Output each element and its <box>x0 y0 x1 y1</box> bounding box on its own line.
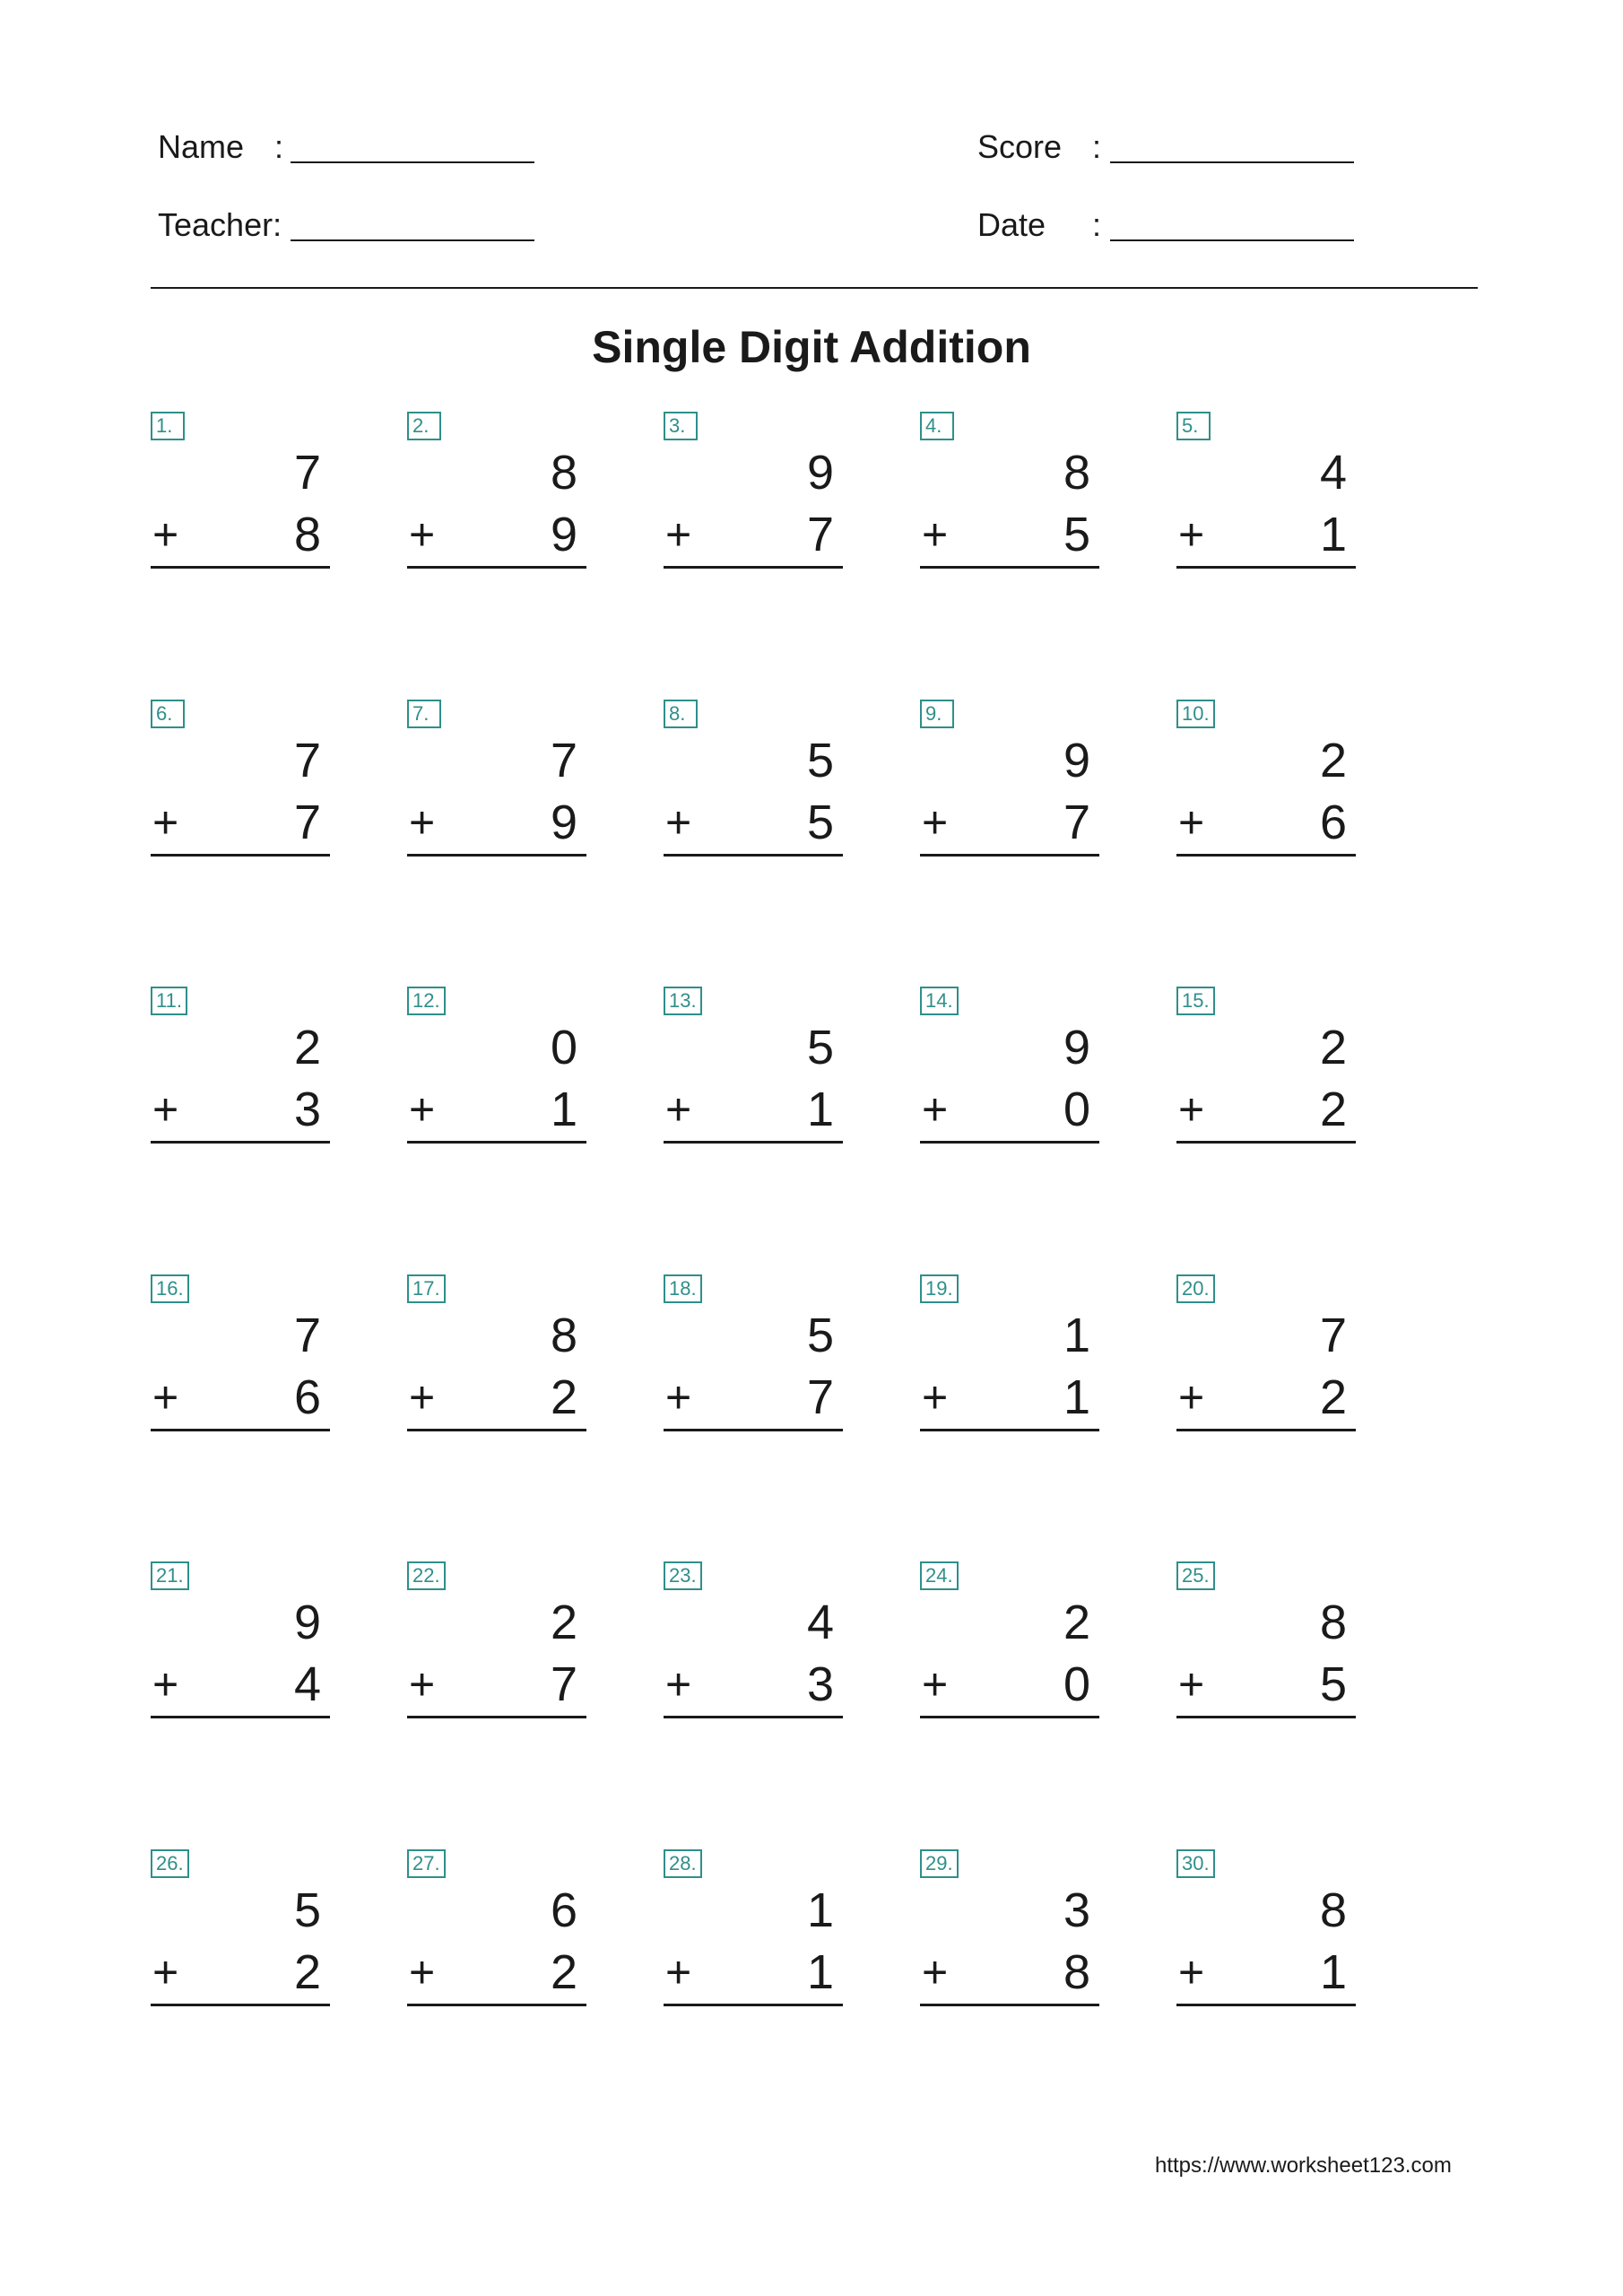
plus-sign: + <box>922 1947 949 1997</box>
first-addend: 7 <box>293 734 321 787</box>
answer-line[interactable] <box>151 1429 330 1431</box>
second-addend: 7 <box>806 508 834 561</box>
first-addend: 9 <box>1063 734 1090 787</box>
teacher-label: Teacher: <box>158 206 282 243</box>
problem-27 <box>407 1849 586 2011</box>
answer-line[interactable] <box>920 854 1099 857</box>
problem-number: 10. <box>1176 700 1215 728</box>
answer-line[interactable] <box>920 566 1099 569</box>
problem-3 <box>664 412 843 573</box>
score-label: Score <box>977 128 1063 165</box>
answer-line[interactable] <box>1176 2004 1356 2006</box>
date-label: Date <box>977 206 1046 243</box>
problem-22 <box>407 1561 586 1723</box>
plus-sign: + <box>665 797 692 848</box>
plus-sign: + <box>409 1084 436 1135</box>
second-addend: 3 <box>293 1083 321 1136</box>
answer-line[interactable] <box>407 1716 586 1718</box>
problem-12 <box>407 987 586 1148</box>
problem-number: 20. <box>1176 1274 1215 1303</box>
answer-line[interactable] <box>920 1429 1099 1431</box>
second-addend: 1 <box>550 1083 577 1136</box>
problem-5 <box>1176 412 1356 573</box>
answer-line[interactable] <box>151 1141 330 1144</box>
problem-number: 14. <box>920 987 959 1015</box>
answer-line[interactable] <box>407 566 586 569</box>
plus-sign: + <box>1178 1947 1205 1997</box>
second-addend: 1 <box>806 1945 834 1999</box>
score-field <box>977 127 1363 167</box>
name-blank-line[interactable] <box>291 161 534 163</box>
footer-url: https://www.worksheet123.com <box>1155 2153 1452 2178</box>
answer-line[interactable] <box>920 2004 1099 2006</box>
header-divider <box>151 287 1478 289</box>
first-addend: 5 <box>806 1021 834 1074</box>
plus-sign: + <box>1178 1084 1205 1135</box>
problem-28 <box>664 1849 843 2011</box>
first-addend: 8 <box>1319 1883 1347 1937</box>
first-addend: 4 <box>1319 446 1347 500</box>
problem-number: 9. <box>920 700 954 728</box>
answer-line[interactable] <box>151 1716 330 1718</box>
problem-number: 7. <box>407 700 441 728</box>
name-colon: : <box>274 128 284 165</box>
problem-number: 29. <box>920 1849 959 1878</box>
problem-number: 17. <box>407 1274 446 1303</box>
first-addend: 8 <box>550 1309 577 1362</box>
problem-20 <box>1176 1274 1356 1436</box>
problem-19 <box>920 1274 1099 1436</box>
answer-line[interactable] <box>1176 1141 1356 1144</box>
plus-sign: + <box>922 1659 949 1709</box>
second-addend: 2 <box>550 1370 577 1424</box>
first-addend: 2 <box>550 1596 577 1649</box>
plus-sign: + <box>665 1947 692 1997</box>
answer-line[interactable] <box>664 1141 843 1144</box>
first-addend: 8 <box>1319 1596 1347 1649</box>
plus-sign: + <box>1178 797 1205 848</box>
second-addend: 7 <box>550 1657 577 1711</box>
first-addend: 2 <box>1063 1596 1090 1649</box>
plus-sign: + <box>665 1659 692 1709</box>
problem-1 <box>151 412 330 573</box>
score-colon: : <box>1092 128 1102 165</box>
plus-sign: + <box>152 1084 179 1135</box>
problem-number: 26. <box>151 1849 189 1878</box>
problem-number: 2. <box>407 412 441 440</box>
problem-number: 11. <box>151 987 187 1015</box>
second-addend: 9 <box>550 796 577 849</box>
problem-4 <box>920 412 1099 573</box>
first-addend: 1 <box>806 1883 834 1937</box>
first-addend: 9 <box>1063 1021 1090 1074</box>
plus-sign: + <box>152 1947 179 1997</box>
problem-number: 5. <box>1176 412 1211 440</box>
second-addend: 1 <box>806 1083 834 1136</box>
problem-30 <box>1176 1849 1356 2011</box>
second-addend: 5 <box>806 796 834 849</box>
plus-sign: + <box>665 509 692 560</box>
problem-number: 12. <box>407 987 446 1015</box>
problem-number: 18. <box>664 1274 702 1303</box>
problem-8 <box>664 700 843 861</box>
name-field <box>158 127 543 167</box>
answer-line[interactable] <box>664 1429 843 1431</box>
problem-9 <box>920 700 1099 861</box>
first-addend: 8 <box>550 446 577 500</box>
second-addend: 7 <box>293 796 321 849</box>
answer-line[interactable] <box>407 1141 586 1144</box>
problem-2 <box>407 412 586 573</box>
problem-14 <box>920 987 1099 1148</box>
problem-number: 19. <box>920 1274 959 1303</box>
plus-sign: + <box>152 797 179 848</box>
problem-10 <box>1176 700 1356 861</box>
problem-18 <box>664 1274 843 1436</box>
problem-number: 22. <box>407 1561 446 1590</box>
date-field <box>977 205 1363 245</box>
plus-sign: + <box>665 1084 692 1135</box>
answer-line[interactable] <box>407 2004 586 2006</box>
first-addend: 9 <box>806 446 834 500</box>
answer-line[interactable] <box>151 566 330 569</box>
first-addend: 6 <box>550 1883 577 1937</box>
plus-sign: + <box>922 797 949 848</box>
problem-number: 30. <box>1176 1849 1215 1878</box>
answer-line[interactable] <box>664 2004 843 2006</box>
plus-sign: + <box>1178 1372 1205 1422</box>
problem-number: 28. <box>664 1849 702 1878</box>
answer-line[interactable] <box>664 566 843 569</box>
problem-24 <box>920 1561 1099 1723</box>
second-addend: 2 <box>550 1945 577 1999</box>
answer-line[interactable] <box>407 854 586 857</box>
problem-number: 13. <box>664 987 702 1015</box>
problem-number: 16. <box>151 1274 189 1303</box>
answer-line[interactable] <box>920 1141 1099 1144</box>
problem-15 <box>1176 987 1356 1148</box>
answer-line[interactable] <box>151 854 330 857</box>
plus-sign: + <box>409 1659 436 1709</box>
answer-line[interactable] <box>664 1716 843 1718</box>
problem-7 <box>407 700 586 861</box>
problem-number: 25. <box>1176 1561 1215 1590</box>
score-blank-line[interactable] <box>1110 161 1354 163</box>
problem-number: 24. <box>920 1561 959 1590</box>
second-addend: 4 <box>293 1657 321 1711</box>
teacher-blank-line[interactable] <box>291 239 534 241</box>
problem-23 <box>664 1561 843 1723</box>
second-addend: 5 <box>1063 508 1090 561</box>
name-label: Name <box>158 128 245 165</box>
problem-number: 15. <box>1176 987 1215 1015</box>
problem-17 <box>407 1274 586 1436</box>
plus-sign: + <box>409 1372 436 1422</box>
first-addend: 7 <box>293 1309 321 1362</box>
plus-sign: + <box>409 797 436 848</box>
plus-sign: + <box>409 1947 436 1997</box>
second-addend: 2 <box>1319 1370 1347 1424</box>
problem-11 <box>151 987 330 1148</box>
answer-line[interactable] <box>151 2004 330 2006</box>
plus-sign: + <box>665 1372 692 1422</box>
second-addend: 3 <box>806 1657 834 1711</box>
plus-sign: + <box>152 1372 179 1422</box>
problem-number: 1. <box>151 412 185 440</box>
problem-number: 8. <box>664 700 698 728</box>
problem-number: 6. <box>151 700 185 728</box>
problem-25 <box>1176 1561 1356 1723</box>
answer-line[interactable] <box>1176 1716 1356 1718</box>
plus-sign: + <box>152 1659 179 1709</box>
first-addend: 2 <box>1319 1021 1347 1074</box>
plus-sign: + <box>922 1084 949 1135</box>
second-addend: 2 <box>1319 1083 1347 1136</box>
second-addend: 2 <box>293 1945 321 1999</box>
first-addend: 4 <box>806 1596 834 1649</box>
second-addend: 0 <box>1063 1657 1090 1711</box>
plus-sign: + <box>922 509 949 560</box>
first-addend: 5 <box>293 1883 321 1937</box>
problem-number: 3. <box>664 412 698 440</box>
plus-sign: + <box>1178 1659 1205 1709</box>
first-addend: 5 <box>806 1309 834 1362</box>
worksheet-title: Single Digit Addition <box>592 322 1031 372</box>
first-addend: 5 <box>806 734 834 787</box>
second-addend: 6 <box>293 1370 321 1424</box>
first-addend: 3 <box>1063 1883 1090 1937</box>
first-addend: 2 <box>1319 734 1347 787</box>
answer-line[interactable] <box>1176 566 1356 569</box>
second-addend: 9 <box>550 508 577 561</box>
answer-line[interactable] <box>1176 854 1356 857</box>
first-addend: 1 <box>1063 1309 1090 1362</box>
first-addend: 0 <box>550 1021 577 1074</box>
problem-13 <box>664 987 843 1148</box>
first-addend: 7 <box>1319 1309 1347 1362</box>
plus-sign: + <box>409 509 436 560</box>
problem-21 <box>151 1561 330 1723</box>
second-addend: 1 <box>1319 1945 1347 1999</box>
first-addend: 7 <box>550 734 577 787</box>
second-addend: 1 <box>1319 508 1347 561</box>
problem-16 <box>151 1274 330 1436</box>
answer-line[interactable] <box>407 1429 586 1431</box>
first-addend: 9 <box>293 1596 321 1649</box>
teacher-field <box>158 205 543 245</box>
date-blank-line[interactable] <box>1110 239 1354 241</box>
plus-sign: + <box>152 509 179 560</box>
problem-number: 4. <box>920 412 954 440</box>
second-addend: 6 <box>1319 796 1347 849</box>
plus-sign: + <box>922 1372 949 1422</box>
plus-sign: + <box>1178 509 1205 560</box>
second-addend: 8 <box>293 508 321 561</box>
answer-line[interactable] <box>664 854 843 857</box>
problem-number: 27. <box>407 1849 446 1878</box>
second-addend: 0 <box>1063 1083 1090 1136</box>
second-addend: 7 <box>806 1370 834 1424</box>
second-addend: 5 <box>1319 1657 1347 1711</box>
problem-26 <box>151 1849 330 2011</box>
answer-line[interactable] <box>920 1716 1099 1718</box>
problem-29 <box>920 1849 1099 2011</box>
date-colon: : <box>1092 206 1102 243</box>
problem-number: 23. <box>664 1561 702 1590</box>
problem-number: 21. <box>151 1561 189 1590</box>
problem-6 <box>151 700 330 861</box>
second-addend: 8 <box>1063 1945 1090 1999</box>
first-addend: 7 <box>293 446 321 500</box>
first-addend: 8 <box>1063 446 1090 500</box>
second-addend: 7 <box>1063 796 1090 849</box>
answer-line[interactable] <box>1176 1429 1356 1431</box>
first-addend: 2 <box>293 1021 321 1074</box>
second-addend: 1 <box>1063 1370 1090 1424</box>
